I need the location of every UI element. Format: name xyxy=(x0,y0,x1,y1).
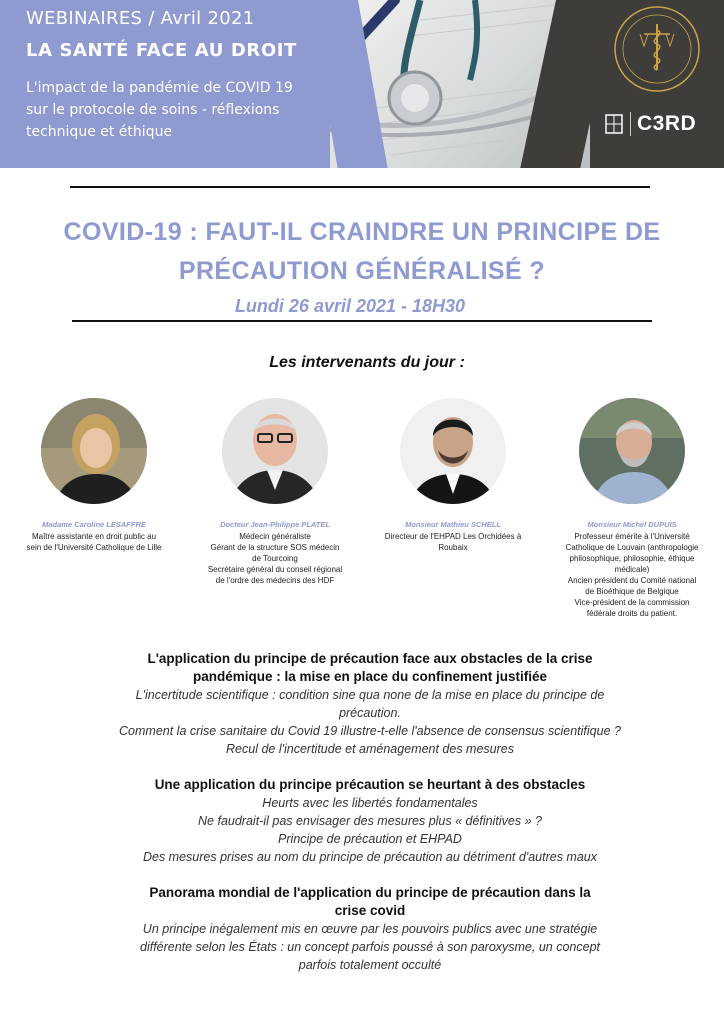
section-item: Heurts avec les libertés fondamentales xyxy=(262,796,478,810)
avatar xyxy=(41,398,147,504)
speaker-description-line: de Bioéthique de Belgique xyxy=(585,587,679,596)
title-line: PRÉCAUTION GÉNÉRALISÉ ? xyxy=(178,257,546,285)
speaker-card xyxy=(14,398,174,553)
avatar xyxy=(400,398,506,504)
section-item: parfois totalement occulté xyxy=(298,958,442,972)
section-items xyxy=(80,686,660,758)
header-series-title: LA SANTÉ FACE AU DROIT xyxy=(26,40,297,61)
speaker-description-line: Secrétaire général du conseil régional xyxy=(207,565,343,574)
partner-logos xyxy=(604,108,714,140)
master-seal-logo xyxy=(612,4,702,94)
section-items xyxy=(80,920,660,974)
section-heading xyxy=(80,884,660,920)
section-item: différente selon les États : un concept parfois poussé à son paroxysme, un concept xyxy=(140,940,600,954)
speaker-name: Monsieur Michel DUPUIS xyxy=(587,520,677,529)
speaker-description-line: de l'ordre des médecins des HDF xyxy=(215,576,335,585)
program-section xyxy=(80,884,660,974)
speaker-description-line: de Tourcoing xyxy=(252,554,298,563)
section-item: Des mesures prises au nom du principe de précaution au détriment d'autres maux xyxy=(142,850,597,864)
header-subtitle xyxy=(26,77,326,143)
speaker-description-line: Médecin généraliste xyxy=(239,532,311,541)
header-banner xyxy=(0,0,724,168)
avatar xyxy=(222,398,328,504)
speaker-card xyxy=(190,398,360,586)
speaker-card xyxy=(552,398,712,619)
section-heading-line: pandémique : la mise en place du confinement justifiée xyxy=(192,669,548,684)
section-heading-line: crise covid xyxy=(334,903,406,918)
section-item: précaution. xyxy=(339,706,401,720)
header-subtitle-line: L'impact de la pandémie de COVID 19 xyxy=(26,80,293,96)
speaker-description xyxy=(552,531,712,619)
intervenants-heading: Les intervenants du jour : xyxy=(269,354,465,371)
logo-divider xyxy=(630,112,631,136)
university-crest-icon xyxy=(604,113,624,135)
speaker-description-line: Vice-président de la commission xyxy=(574,598,690,607)
title-line: COVID-19 : FAUT-IL CRAINDRE UN PRINCIPE DE xyxy=(63,218,661,246)
section-item: Un principe inégalement mis en œuvre par les pouvoirs publics avec une stratégie xyxy=(142,922,598,936)
avatar xyxy=(579,398,685,504)
speaker-description xyxy=(190,531,360,586)
speaker-description-line: médicale) xyxy=(614,565,650,574)
event-date: Lundi 26 avril 2021 - 18H30 xyxy=(234,296,466,316)
section-heading-line: L'application du principe de précaution face aux obstacles de la crise xyxy=(147,651,593,666)
speaker-card xyxy=(373,398,533,553)
section-heading-line: Panorama mondial de l'application du principe de précaution dans la xyxy=(149,885,591,900)
speaker-description xyxy=(373,531,533,553)
speaker-description-line: philosophique, philosophie, éthique xyxy=(569,554,695,563)
speaker-description-line: Ancien président du Comité national xyxy=(567,576,697,585)
section-item: Comment la crise sanitaire du Covid 19 illustre-t-elle l'absence de consensus scientifique ? xyxy=(119,724,621,738)
section-items xyxy=(80,794,660,866)
speaker-description xyxy=(14,531,174,553)
section-heading xyxy=(80,776,660,794)
speaker-description-line: Gérant de la structure SOS médecin xyxy=(210,543,340,552)
speaker-description-line: sein de l'Université Catholique de Lille xyxy=(26,543,162,552)
section-heading-line: Une application du principe précaution se heurtant à des obstacles xyxy=(154,777,586,792)
program-section xyxy=(80,776,660,866)
speaker-description-line: Professeur émérite à l'Université xyxy=(574,532,690,541)
section-item: Ne faudrait-il pas envisager des mesures plus « définitives » ? xyxy=(198,814,542,828)
speaker-description-line: fédérale droits du patient. xyxy=(586,609,678,618)
program-section xyxy=(80,650,660,758)
section-item: Principe de précaution et EHPAD xyxy=(278,832,462,846)
speaker-name: Madame Caroline LESAFFRE xyxy=(42,520,146,529)
speaker-name: Monsieur Mathieu SCHELL xyxy=(405,520,501,529)
section-item: Recul de l'incertitude et aménagement des mesures xyxy=(226,742,514,756)
bottom-divider xyxy=(72,320,652,322)
header-subtitle-line: sur le protocole de soins - réflexions xyxy=(26,102,280,118)
top-divider xyxy=(70,186,650,188)
section-item: L'incertitude scientifique : condition sine qua none de la mise en place du principe de xyxy=(135,688,605,702)
header-webinaires: WEBINAIRES / Avril 2021 xyxy=(26,8,255,29)
speaker-description-line: Roubaix xyxy=(438,543,468,552)
page-title xyxy=(20,213,704,291)
section-heading xyxy=(80,650,660,686)
speaker-name: Docteur Jean-Philippe PLATEL xyxy=(220,520,330,529)
speaker-description-line: Directeur de l'EHPAD Les Orchidées à xyxy=(384,532,522,541)
speaker-description-line: Catholique de Louvain (anthropologie xyxy=(565,543,699,552)
c3rd-logo: C3RD xyxy=(637,112,697,135)
speaker-description-line: Maître assistante en droit public au xyxy=(31,532,157,541)
header-subtitle-line: technique et éthique xyxy=(26,124,173,140)
